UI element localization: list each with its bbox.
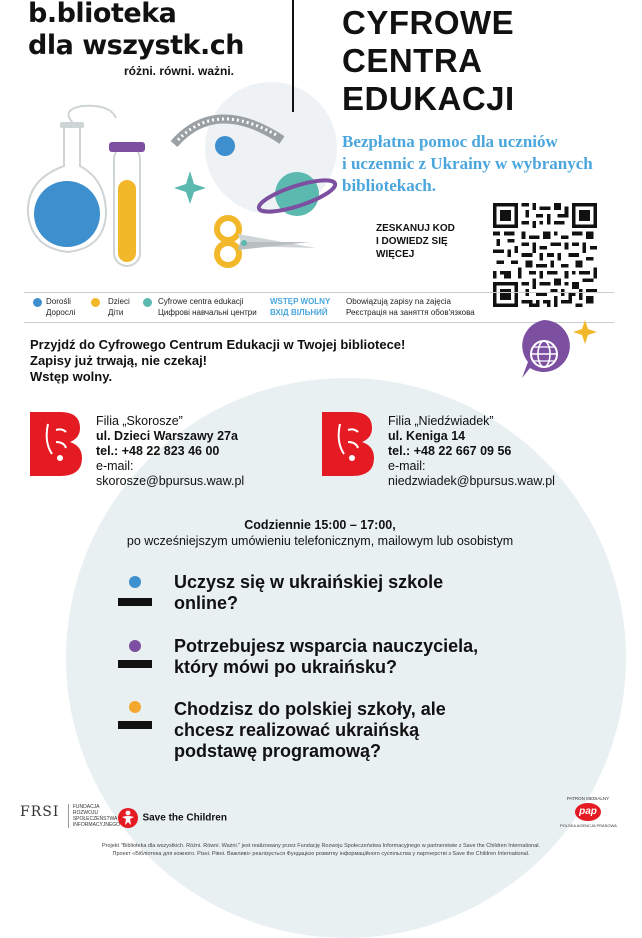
branch-phone[interactable]: tel.: +48 22 667 09 56 (388, 444, 512, 458)
branch-address: ul. Keniga 14 (388, 429, 466, 443)
frsi-wordmark: FRSI (20, 804, 60, 820)
legend-registration-pl: Obowiązują zapisy na zajęcia (346, 297, 451, 306)
save-the-children-icon (118, 808, 138, 828)
branch-name: Filia „Skorosze” (96, 414, 183, 428)
legend-free-ua: ВХІД ВІЛЬНИЙ (270, 308, 328, 317)
question-dot (129, 640, 141, 652)
intro-text: Przyjdź do Cyfrowego Centrum Edukacji w Twojej bibliotece! Zapisy już trwają, nie czekaj! Wstęp wolny. (30, 337, 406, 384)
branch-niedzwiadek (388, 414, 628, 489)
gauge-icon (174, 119, 282, 156)
logo-line-2: dla wszystk.ch (28, 30, 244, 61)
branch-email-label: e-mail: (388, 459, 426, 473)
opening-hours: Codziennie 15:00 – 17:00, po wcześniejszym umówieniu telefonicznym, mailowym lub osobistym (126, 518, 514, 548)
legend-dot-adults (33, 298, 42, 307)
legend-adults-ua: Дорослі (46, 308, 76, 317)
legend-centers-pl: Cyfrowe centra edukacji (158, 297, 244, 306)
legend-dot-centers (143, 298, 152, 307)
title-line-1: CYFROWE (342, 4, 515, 41)
footer-note-pl: Projekt "Biblioteka dla wszystkich. Różni. Równi. Ważni." jest realizowany przez Fundację Rozwoju Społeczeństwa Informacyjnego w partnerstwie z Save the Children International. (101, 843, 541, 849)
save-the-children-logo (118, 808, 227, 828)
legend-kids-pl: Dzieci (108, 297, 130, 306)
qr-caption: ZESKANUJ KOD I DOWIEDZ SIĘ WIĘCEJ (376, 223, 455, 260)
question-bar (118, 721, 152, 729)
logo-line-1: b.blioteka (28, 0, 177, 29)
scissors-icon (217, 218, 316, 265)
branch-email-label: e-mail: (96, 459, 134, 473)
planet-icon (256, 172, 338, 218)
question-bar (118, 598, 152, 606)
legend-adults-pl: Dorośli (46, 297, 71, 306)
title-line-2: CENTRA (342, 42, 483, 79)
branch-skorosze (96, 414, 306, 489)
footer-note-ua: Проект «Бібліотека для кожного. Різні. Рівні. Важливі» реалізується Фундацією розвитку інформаційного суспільства у партнерстві з Save the Children International. (112, 851, 530, 857)
branch-email[interactable]: niedzwiadek@bpursus.waw.pl (388, 474, 555, 488)
subtitle: Bezpłatna pomoc dla uczniów i uczennic z Ukrainy w wybranych bibliotekach. (342, 132, 593, 195)
question-dot (129, 701, 141, 713)
branch-address: ul. Dzieci Warszawy 27a (96, 429, 238, 443)
save-the-children-text: Save the Children (142, 812, 227, 824)
title-line-3: EDUKACJI (342, 80, 515, 117)
library-logo-icon (30, 412, 82, 476)
legend-free-pl: WSTĘP WOLNY (270, 297, 331, 306)
pap-sub-label: POLSKA AGENCJA PRASOWA (560, 823, 617, 828)
frsi-logo: FRSI FUNDACJA ROZWOJU SPOŁECZEŃSTWA INFORMACYJNEGO (20, 804, 121, 828)
branch-email[interactable]: skorosze@bpursus.waw.pl (96, 474, 245, 488)
branch-name: Filia „Niedźwiadek” (388, 414, 494, 428)
flask-icon (28, 122, 106, 252)
pap-patron-label: PATRON MEDIALNY (566, 796, 610, 801)
question-dot (129, 576, 141, 588)
legend-centers-ua: Цифрові навчальні центри (158, 308, 257, 317)
branch-phone[interactable]: tel.: +48 22 823 46 00 (96, 444, 220, 458)
pap-logo (560, 796, 616, 828)
logo-tagline: różni. równi. ważni. (124, 64, 235, 78)
pap-badge: pap (575, 803, 601, 821)
science-illustration (20, 96, 340, 292)
legend-registration-ua: Реєстрація на заняття обов'язкова (346, 308, 475, 317)
globe-bubble-icon (514, 316, 606, 388)
legend-dot-kids (91, 298, 100, 307)
question-bar (118, 660, 152, 668)
sparkle-icon (174, 171, 206, 204)
library-logo-icon (322, 412, 374, 476)
legend-kids-ua: Діти (108, 308, 124, 317)
legend-divider (24, 292, 614, 293)
